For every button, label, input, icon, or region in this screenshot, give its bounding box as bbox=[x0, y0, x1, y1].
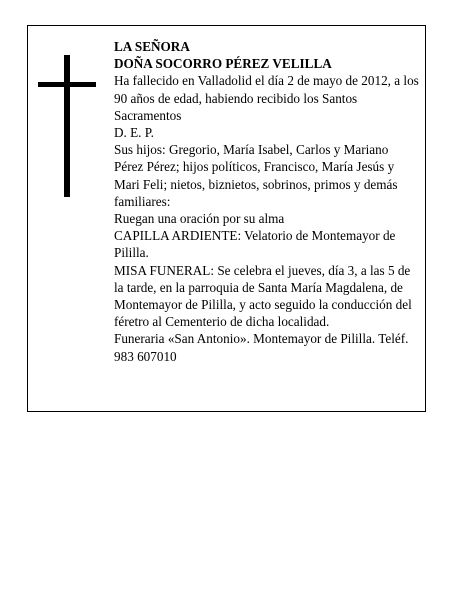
notice-text bbox=[114, 38, 420, 365]
family-list: Sus hijos: Gregorio, María Isabel, Carlos y Mariano Pérez Pérez; hijos políticos, Francisco, María Jesús y Mari Feli; nietos, biznietos, sobrinos, primos y demás familiares: bbox=[114, 142, 398, 209]
cross-horizontal-bar bbox=[38, 82, 96, 87]
chapel-info: CAPILLA ARDIENTE: Velatorio de Montemayor de Pililla. bbox=[114, 228, 396, 261]
funeral-home-info: Funeraria «San Antonio». Montemayor de Pililla. Teléf. 983 607010 bbox=[114, 331, 409, 364]
cross-vertical-bar bbox=[64, 55, 70, 197]
death-info: Ha fallecido en Valladolid el día 2 de mayo de 2012, a los 90 años de edad, habiendo recibido los Santos Sacramentos bbox=[114, 73, 419, 123]
notice-title: LA SEÑORA bbox=[114, 39, 190, 54]
deceased-name: DOÑA SOCORRO PÉREZ VELILLA bbox=[114, 56, 332, 72]
prayer-request: Ruegan una oración por su alma bbox=[114, 211, 285, 227]
mass-info: MISA FUNERAL: Se celebra el jueves, día 3, a las 5 de la tarde, en la parroquia de Santa María Magdalena, de Montemayor de Pililla, y acto seguido la conducción del féretro al Cementerio de dicha localidad. bbox=[114, 262, 412, 330]
rest-in-peace: D. E. P. bbox=[114, 125, 154, 141]
